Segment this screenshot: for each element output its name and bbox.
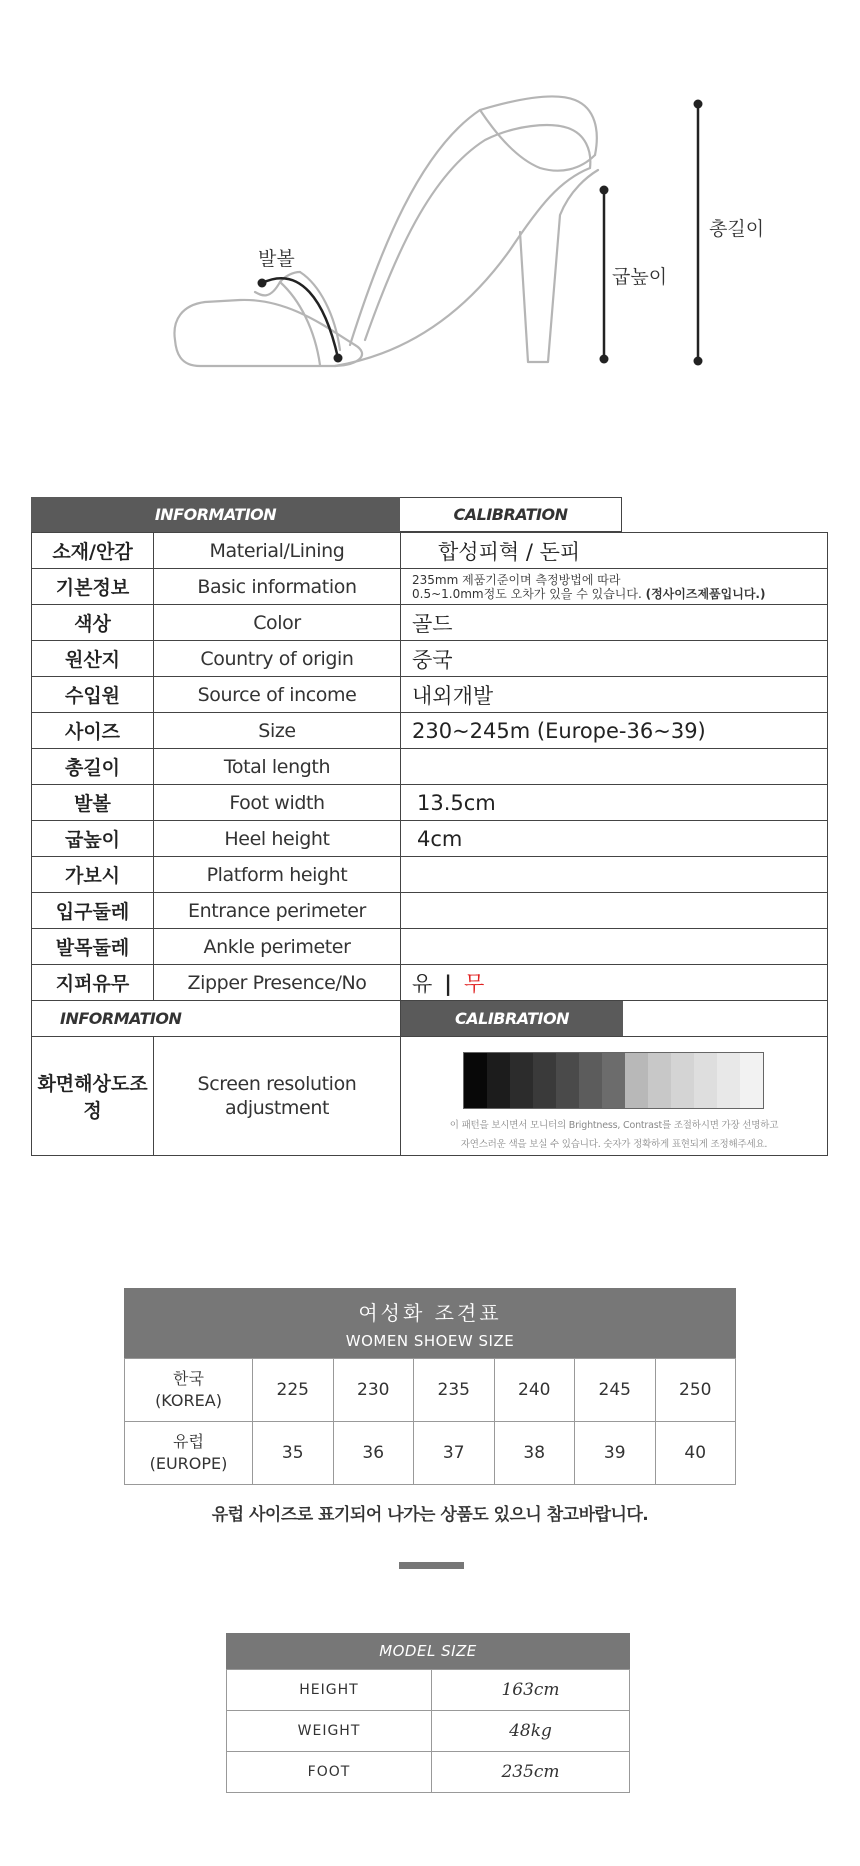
size-cell: 245 <box>575 1359 656 1422</box>
size-chart-title-en: WOMEN SHOEW SIZE <box>345 1332 515 1350</box>
size-cell: 240 <box>494 1359 575 1422</box>
row-value-basic-info <box>401 569 828 605</box>
europe-label: 유럽 (EUROPE) <box>125 1422 253 1485</box>
model-size-title: MODEL SIZE <box>226 1633 630 1669</box>
gray-swatch <box>602 1053 625 1108</box>
product-info-table <box>31 497 828 1156</box>
size-chart-title <box>124 1288 736 1358</box>
row-value <box>401 929 828 965</box>
row-value: 4cm <box>401 821 828 857</box>
grayscale-calibration-strip <box>463 1052 764 1109</box>
basic-info-line2: 0.5~1.0mm정도 오차가 있을 수 있습니다. <box>412 587 642 601</box>
size-cell: 39 <box>575 1422 656 1485</box>
model-height-label: HEIGHT <box>227 1670 432 1711</box>
row-label-ko: 수입원 <box>32 677 154 713</box>
table-row <box>32 641 828 677</box>
row-value: 내외개발 <box>401 677 828 713</box>
size-cell: 250 <box>655 1359 736 1422</box>
gray-swatch <box>694 1053 717 1108</box>
zipper-yes: 유 <box>412 971 433 996</box>
table-row <box>32 569 828 605</box>
gray-swatch <box>487 1053 510 1108</box>
calibration-header-2: CALIBRATION <box>401 1001 623 1036</box>
information-header-2: INFORMATION <box>32 1001 401 1037</box>
korea-label: 한국 (KOREA) <box>125 1359 253 1422</box>
screen-label-en: Screen resolution adjustment <box>154 1037 401 1156</box>
row-value <box>401 749 828 785</box>
table-row <box>32 965 828 1001</box>
row-label-en: Size <box>154 713 401 749</box>
section-divider <box>399 1562 464 1569</box>
row-label-ko: 사이즈 <box>32 713 154 749</box>
row-label-en: Heel height <box>154 821 401 857</box>
row-label-ko: 총길이 <box>32 749 154 785</box>
size-cell: 35 <box>253 1422 334 1485</box>
row-label-en: Total length <box>154 749 401 785</box>
gray-swatch <box>671 1053 694 1108</box>
row-value: 골드 <box>401 605 828 641</box>
table-row <box>32 929 828 965</box>
gray-swatch <box>740 1053 763 1108</box>
size-chart-note: 유럽 사이즈로 표기되어 나가는 상품도 있으니 참고바랍니다. <box>211 1505 649 1525</box>
information-header: INFORMATION <box>31 497 400 532</box>
gray-swatch <box>533 1053 556 1108</box>
gray-swatch <box>556 1053 579 1108</box>
gray-swatch <box>717 1053 740 1108</box>
row-value <box>401 893 828 929</box>
gray-swatch <box>510 1053 533 1108</box>
row-label-en: Material/Lining <box>154 533 401 569</box>
model-weight-value: 48kg <box>432 1711 630 1752</box>
row-label-ko: 입구둘레 <box>32 893 154 929</box>
row-label-en: Source of income <box>154 677 401 713</box>
table-row <box>227 1711 630 1752</box>
row-label-en: Platform height <box>154 857 401 893</box>
screen-label-ko: 화면해상도조정 <box>32 1037 154 1156</box>
gray-swatch <box>625 1053 648 1108</box>
row-label-en: Foot width <box>154 785 401 821</box>
row-value: 중국 <box>401 641 828 677</box>
size-cell: 40 <box>655 1422 736 1485</box>
table-row <box>227 1670 630 1711</box>
model-foot-value: 235cm <box>432 1752 630 1793</box>
row-label-en: Color <box>154 605 401 641</box>
info-header-2 <box>32 1001 828 1037</box>
row-label-en: Country of origin <box>154 641 401 677</box>
size-cell: 235 <box>414 1359 495 1422</box>
zipper-no: 무 <box>463 971 485 996</box>
table-row <box>32 749 828 785</box>
row-label-ko: 지퍼유무 <box>32 965 154 1001</box>
row-value <box>401 857 828 893</box>
size-cell: 225 <box>253 1359 334 1422</box>
model-size-table <box>226 1633 630 1793</box>
table-row <box>32 821 828 857</box>
heel-height-label: 굽높이 <box>612 266 668 288</box>
row-value: 230~245m (Europe-36~39) <box>401 713 828 749</box>
model-height-value: 163cm <box>432 1670 630 1711</box>
calibration-pattern-cell <box>401 1037 828 1156</box>
table-row <box>32 857 828 893</box>
shoe-diagram <box>0 0 860 420</box>
row-label-ko: 발볼 <box>32 785 154 821</box>
row-label-en: Basic information <box>154 569 401 605</box>
row-label-ko: 색상 <box>32 605 154 641</box>
foot-width-label: 발볼 <box>258 248 295 270</box>
row-label-ko: 굽높이 <box>32 821 154 857</box>
row-label-ko: 발목둘레 <box>32 929 154 965</box>
table-row <box>32 605 828 641</box>
row-value: 합성피혁 / 돈피 <box>401 533 828 569</box>
table-row <box>32 713 828 749</box>
gray-swatch <box>579 1053 602 1108</box>
table-row <box>32 785 828 821</box>
size-cell: 37 <box>414 1422 495 1485</box>
model-weight-label: WEIGHT <box>227 1711 432 1752</box>
korea-size-row <box>125 1359 736 1422</box>
gray-swatch <box>464 1053 487 1108</box>
row-label-ko: 가보시 <box>32 857 154 893</box>
zipper-value <box>401 965 828 1001</box>
row-label-ko: 소재/안감 <box>32 533 154 569</box>
screen-adjust-row <box>32 1037 828 1156</box>
heel-sandal-illustration <box>0 0 860 420</box>
basic-info-true-size: (정사이즈제품입니다.) <box>645 587 766 601</box>
gray-swatch <box>648 1053 671 1108</box>
basic-info-line1: 235mm 제품기준이며 측정방법에 따라 <box>412 573 621 587</box>
row-label-ko: 원산지 <box>32 641 154 677</box>
row-value: 13.5cm <box>401 785 828 821</box>
model-foot-label: FOOT <box>227 1752 432 1793</box>
europe-size-row <box>125 1422 736 1485</box>
calibration-note: 이 패턴을 보시면서 모니터의 Brightness, Contrast를 조절하시면 가장 선명하고 자연스러운 색을 보실 수 있습니다. 숫자가 정확하게 표현되게 조정해주세요. <box>449 1120 779 1150</box>
total-length-label: 총길이 <box>709 218 765 240</box>
row-label-en: Entrance perimeter <box>154 893 401 929</box>
size-chart-title-ko: 여성화 조견표 <box>358 1301 502 1325</box>
size-cell: 36 <box>333 1422 414 1485</box>
size-cell: 38 <box>494 1422 575 1485</box>
row-label-en: Ankle perimeter <box>154 929 401 965</box>
size-cell: 230 <box>333 1359 414 1422</box>
calibration-header: CALIBRATION <box>400 497 622 532</box>
table-row <box>32 677 828 713</box>
women-shoe-size-chart <box>124 1288 736 1525</box>
row-label-ko: 기본정보 <box>32 569 154 605</box>
table-row <box>227 1752 630 1793</box>
info-header <box>31 497 828 532</box>
zipper-separator: | <box>444 971 452 996</box>
table-row <box>32 893 828 929</box>
row-label-en: Zipper Presence/No <box>154 965 401 1001</box>
table-row <box>32 533 828 569</box>
